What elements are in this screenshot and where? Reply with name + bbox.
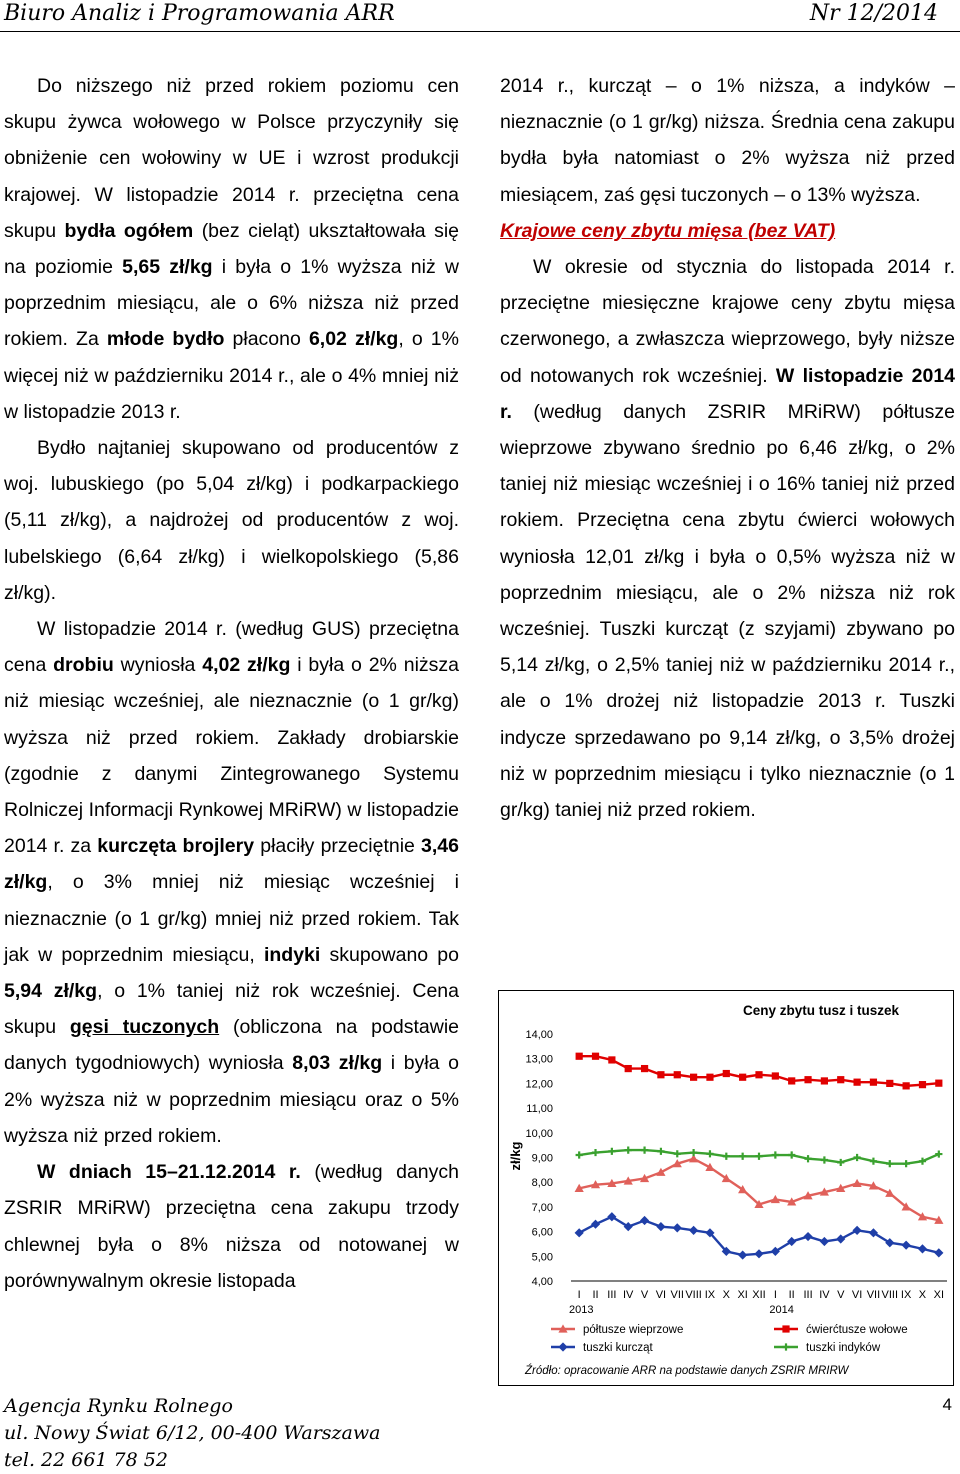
data-point — [576, 1151, 583, 1158]
chart-svg — [499, 991, 955, 1387]
y-tick-label: 13,00 — [525, 1053, 553, 1066]
data-point — [641, 1065, 648, 1072]
data-point — [673, 1223, 682, 1232]
line-chart — [498, 990, 954, 1386]
data-point — [657, 1071, 664, 1078]
x-tick-label: II — [592, 1289, 599, 1301]
x-tick-label: III — [607, 1289, 617, 1301]
data-point — [755, 1071, 762, 1078]
page-header — [0, 0, 960, 32]
data-point — [903, 1082, 910, 1089]
data-point — [772, 1072, 779, 1079]
y-tick-label: 11,00 — [526, 1103, 553, 1116]
data-point — [706, 1150, 713, 1157]
x-tick-label: IX — [704, 1289, 716, 1301]
data-point — [870, 1158, 877, 1165]
data-point — [772, 1151, 779, 1158]
x-tick-label: XI — [737, 1289, 748, 1301]
y-tick-label: 4,00 — [531, 1276, 553, 1288]
x-tick-label: VIII — [685, 1289, 702, 1301]
right-column — [500, 68, 955, 828]
data-point — [739, 1074, 746, 1081]
x-tick-label: VIII — [881, 1289, 899, 1301]
data-point — [788, 1077, 795, 1084]
data-point — [803, 1232, 812, 1241]
data-point — [690, 1074, 697, 1081]
x-tick-label: VI — [851, 1289, 863, 1301]
data-point — [782, 1325, 789, 1332]
x-tick-label: II — [788, 1289, 795, 1301]
page-number: 4 — [942, 1395, 952, 1414]
section-subheading: Krajowe ceny zbytu mięsa (bez VAT) — [500, 219, 836, 242]
data-point — [852, 1226, 861, 1235]
data-point — [558, 1342, 567, 1351]
x-tick-label: VII — [866, 1289, 881, 1301]
legend-label: tuszki indyków — [806, 1342, 881, 1354]
header-left: Biuro Analiz i Programowania ARR — [4, 1, 395, 26]
x-tick-label: V — [837, 1289, 845, 1301]
data-point — [782, 1343, 789, 1350]
data-point — [592, 1149, 599, 1156]
legend-label: półtusze wieprzowe — [583, 1324, 684, 1336]
x-tick-label: XI — [933, 1289, 945, 1301]
header-right: Nr 12/2014 — [809, 1, 938, 26]
data-point — [755, 1153, 762, 1160]
data-point — [723, 1070, 730, 1077]
data-point — [739, 1153, 746, 1160]
data-point — [918, 1244, 927, 1253]
footer-agency: Agencja Rynku Rolnego — [4, 1395, 233, 1417]
y-axis-label: zł/kg — [508, 1141, 523, 1171]
y-tick-label: 12,00 — [525, 1078, 553, 1091]
data-point — [935, 1150, 942, 1157]
data-point — [919, 1158, 926, 1165]
x-tick-label: X — [918, 1289, 927, 1301]
paragraph-pigs: W dniach 15–21.12.2014 r. (według danych ZSRIR MRiRW) przeciętna cena zakupu trzody chlewnej była o 8% niższa od notowanej w porównywalnym okresie listopada — [4, 1161, 460, 1292]
x-tick-label: III — [803, 1289, 813, 1301]
series-line — [579, 1056, 939, 1086]
data-point — [575, 1228, 584, 1237]
data-point — [820, 1237, 829, 1246]
data-point — [902, 1241, 911, 1250]
chart-title: Ceny zbytu tusz i tuszek — [742, 1003, 900, 1018]
left-column — [4, 68, 459, 1299]
x-tick-label: VI — [655, 1289, 667, 1301]
data-point — [592, 1053, 599, 1060]
y-tick-label: 5,00 — [531, 1251, 553, 1264]
x-tick-label: IV — [623, 1289, 634, 1301]
y-tick-label: 10,00 — [525, 1127, 553, 1140]
data-point — [886, 1080, 893, 1087]
x-tick-label: V — [640, 1289, 649, 1301]
data-point — [919, 1081, 926, 1088]
data-point — [625, 1065, 632, 1072]
data-point — [935, 1080, 942, 1087]
x-tick-label: X — [722, 1289, 730, 1301]
y-tick-label: 9,00 — [531, 1152, 553, 1165]
data-point — [738, 1250, 747, 1259]
data-point — [837, 1159, 844, 1166]
data-point — [640, 1216, 649, 1225]
legend-label: tuszki kurcząt — [583, 1342, 653, 1354]
header-rule — [0, 31, 960, 32]
paragraph-regions: Bydło najtaniej skupowano od producentów z woj. lubuskiego (po 5,04 zł/kg) i podkarpackiego (5,11 zł/kg), a najdrożej od producentów z woj. lubelskiego (6,64 zł/kg) i wielkopolskiego (5,86 zł/kg). — [4, 437, 459, 604]
data-point — [821, 1156, 828, 1163]
paragraph-meat-prices: W okresie od stycznia do listopada 2014 r. przeciętne miesięczne krajowe ceny zbytu mięsa czerwonego, a zwłaszcza wieprzowego, były niższe od notowanych rok wcześniej. W listopadzie 2014 r. (według danych ZSRIR MRiRW) półtusze wieprzowe zbywano średnio po 6,46 zł/kg, o 2% taniej niż miesiąc wcześniej i o 16% taniej niż przed rokiem. Przeciętna cena zbytu ćwierci wołowych wyniosła 12,01 zł/kg i była o 0,5% wyższa niż w poprzednim miesiącu, ale o 2% niższa niż rok wcześniej. Tuszki kurcząt (z szyjami) zbywano po 5,14 zł/kg, o 2,5% taniej niż w październiku 2014 r., ale o 1% drożej niż listopadzie 2013 r. Tuszki indycze sprzedawano po 9,14 zł/kg, o 3,5% drożej niż w poprzednim miesiącu i tylko nieznacznie (o 1 gr/kg) taniej niż przed rokiem. — [500, 256, 956, 822]
chart-source: Źródło: opracowanie ARR na podstawie danych ZSRIR MRIRW — [525, 1365, 849, 1377]
data-point — [608, 1148, 615, 1155]
footer-address: ul. Nowy Świat 6/12, 00-400 Warszawa — [4, 1422, 381, 1444]
x-tick-label: VII — [670, 1289, 684, 1301]
data-point — [674, 1150, 681, 1157]
footer-phone: tel. 22 661 78 52 — [4, 1449, 168, 1471]
data-point — [754, 1249, 763, 1258]
data-point — [576, 1053, 583, 1060]
data-point — [886, 1160, 893, 1167]
data-point — [625, 1146, 632, 1153]
data-point — [674, 1071, 681, 1078]
x-tick-label: XII — [752, 1289, 766, 1301]
data-point — [723, 1153, 730, 1160]
series-line — [579, 1159, 939, 1221]
data-point — [689, 1226, 698, 1235]
paragraph-beef: Do niższego niż przed rokiem poziomu cen skupu żywca wołowego w Polsce przyczyniły się obniżenie cen wołowiny w UE i wzrost produkcji krajowej. W listopadzie 2014 r. przeciętna cena skupu bydła ogółem (bez cieląt) ukształtowała się na poziomie 5,65 zł/kg i była o 1% wyższa niż w poprzednim miesiącu, ale o 6% niższa niż przed rokiem. Za młode bydło płacono 6,02 zł/kg, o 1% więcej niż w październiku 2014 r., ale o 4% mniej niż w listopadzie 2013 r. — [4, 75, 460, 423]
y-tick-label: 8,00 — [531, 1177, 553, 1190]
x-tick-label: IX — [900, 1289, 912, 1301]
data-point — [591, 1220, 600, 1229]
x-year-label: 2014 — [769, 1304, 794, 1316]
y-tick-label: 6,00 — [531, 1226, 553, 1239]
data-point — [870, 1079, 877, 1086]
y-tick-label: 14,00 — [525, 1029, 553, 1041]
x-tick-label: IV — [819, 1289, 830, 1301]
data-point — [853, 1079, 860, 1086]
data-point — [608, 1056, 615, 1063]
paragraph-continued: 2014 r., kurcząt – o 1% niższa, a indyków – nieznacznie (o 1 gr/kg) niższa. Średnia cena zakupu bydła była natomiast o 2% wyższa niż przed miesiącem, zaś gęsi tuczonych – o 13% wyższa. — [500, 75, 955, 206]
legend-label: ćwierćtusze wołowe — [806, 1324, 908, 1336]
x-year-label: 2013 — [569, 1304, 594, 1316]
data-point — [804, 1155, 811, 1162]
data-point — [788, 1151, 795, 1158]
data-point — [853, 1154, 860, 1161]
data-point — [836, 1234, 845, 1243]
data-point — [641, 1146, 648, 1153]
data-point — [657, 1148, 664, 1155]
page-footer — [4, 1393, 380, 1474]
y-tick-label: 7,00 — [531, 1201, 553, 1214]
data-point — [706, 1074, 713, 1081]
paragraph-poultry: W listopadzie 2014 r. (według GUS) przeciętna cena drobiu wyniosła 4,02 zł/kg i była o 2% niższa niż miesiąc wcześniej, ale nieznacznie (o 1 gr/kg) wyższa niż przed rokiem. Zakłady drobiarskie (zgodnie z danymi Zintegrowanego Systemu Rolniczej Informacji Rynkowej MRiRW) w listopadzie 2014 r. za kurczęta brojlery płaciły przeciętnie 3,46 zł/kg, o 3% mniej niż miesiąc wcześniej i nieznacznie (o 1 gr/kg) mniej niż przed rokiem. Tak jak w poprzednim miesiącu, indyki skupowano po 5,94 zł/kg, o 1% taniej niż rok wcześniej. Cena skupu gęsi tuczonych (obliczona na podstawie danych tygodniowych) wyniosła 8,03 zł/kg i była o 2% wyższa niż w poprzednim miesiącu oraz o 5% wyższa niż przed rokiem. — [4, 618, 460, 1147]
data-point — [821, 1077, 828, 1084]
data-point — [903, 1160, 910, 1167]
data-point — [934, 1248, 943, 1257]
x-tick-label: I — [773, 1289, 777, 1301]
data-point — [804, 1076, 811, 1083]
data-point — [690, 1149, 697, 1156]
data-point — [656, 1222, 665, 1231]
data-point — [837, 1076, 844, 1083]
x-tick-label: I — [577, 1289, 581, 1301]
